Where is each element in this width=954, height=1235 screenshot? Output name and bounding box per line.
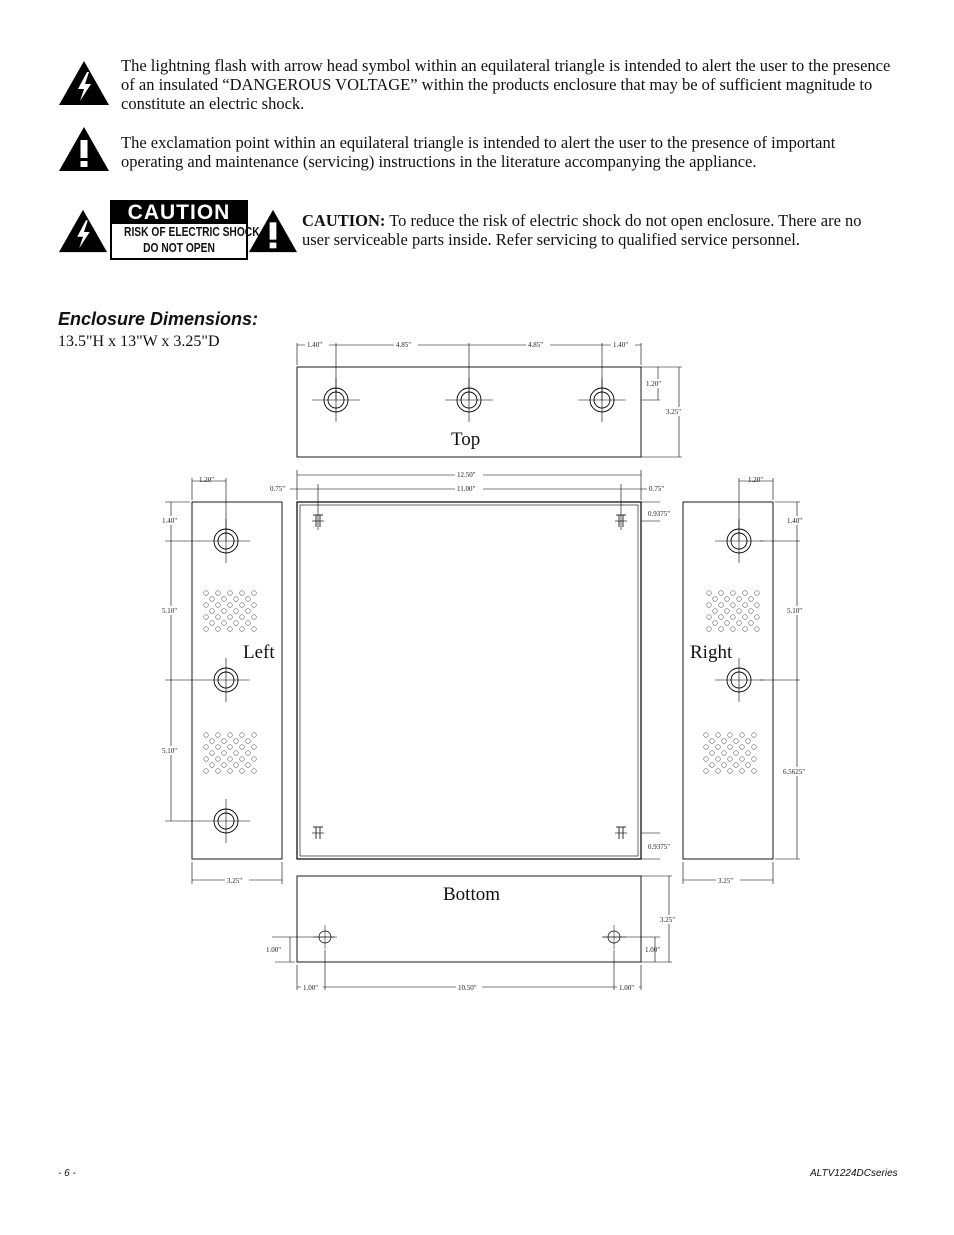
view-label-right: Right	[690, 642, 733, 663]
dim-right-1: 1.40"	[787, 517, 803, 525]
dim-top-2: 4.85"	[396, 341, 412, 349]
caution-box-line1: RISK OF ELECTRIC SHOCK	[124, 225, 260, 239]
caution-box-line2: DO NOT OPEN	[143, 241, 215, 255]
dim-right-w: 1.20"	[748, 476, 764, 484]
caution-label: CAUTION:	[302, 211, 386, 230]
enclosure-heading: Enclosure Dimensions:	[58, 309, 259, 329]
dim-front-w1: 12.50"	[457, 471, 476, 479]
dim-front-r: 0.75"	[649, 485, 665, 493]
caution-body: To reduce the risk of electric shock do not open enclosure. There are no user serviceable parts inside. Refer servicing to qualified service personnel.	[302, 211, 862, 249]
dim-top-h2: 3.25"	[666, 408, 682, 416]
dim-left-w: 1.20"	[199, 476, 215, 484]
dim-bot-w3: 1.00"	[619, 984, 635, 992]
dim-bot-w2: 10.50"	[458, 984, 477, 992]
dim-left-1: 1.40"	[162, 517, 178, 525]
dim-top-3: 4.85"	[528, 341, 544, 349]
dim-right-d: 3.25"	[718, 877, 734, 885]
dim-bot-r: 1.00"	[645, 946, 661, 954]
view-label-top: Top	[451, 429, 481, 450]
model-name: ALTV1224DCseries	[810, 1168, 898, 1179]
dim-front-b: 0.9375"	[648, 843, 671, 851]
dim-left-2: 5.10"	[162, 607, 178, 615]
lightning-warning-text: The lightning flash with arrow head symbol within an equilateral triangle is intended to alert the user to the presence of an insulated “DANGEROUS VOLTAGE” within the products enclosure that may be of sufficient magnitude to constitute an electric shock.	[121, 56, 891, 113]
dim-left-3: 5.10"	[162, 747, 178, 755]
enclosure-size: 13.5"H x 13"W x 3.25"D	[58, 333, 220, 350]
dim-right-3: 6.5625"	[783, 768, 806, 776]
dim-bot-h: 3.25"	[660, 916, 676, 924]
view-label-bottom: Bottom	[443, 884, 501, 905]
view-label-left: Left	[243, 642, 275, 663]
dim-front-t: 0.9375"	[648, 510, 671, 518]
dim-front-w2: 11.00"	[457, 485, 476, 493]
dim-top-h1: 1.20"	[646, 380, 662, 388]
dim-top-4: 1.40"	[613, 341, 629, 349]
dim-bot-l: 1.00"	[266, 946, 282, 954]
dim-front-l: 0.75"	[270, 485, 286, 493]
page-number: - 6 -	[58, 1168, 76, 1179]
dim-top-1: 1.40"	[307, 341, 323, 349]
dim-right-2: 5.10"	[787, 607, 803, 615]
dim-left-d: 3.25"	[227, 877, 243, 885]
dim-bot-w1: 1.00"	[303, 984, 319, 992]
caution-box-title: CAUTION	[112, 202, 246, 224]
exclamation-warning-text: The exclamation point within an equilateral triangle is intended to alert the user to the presence of important operating and maintenance (servicing) instructions in the literature accompanying the appliance.	[121, 133, 836, 171]
